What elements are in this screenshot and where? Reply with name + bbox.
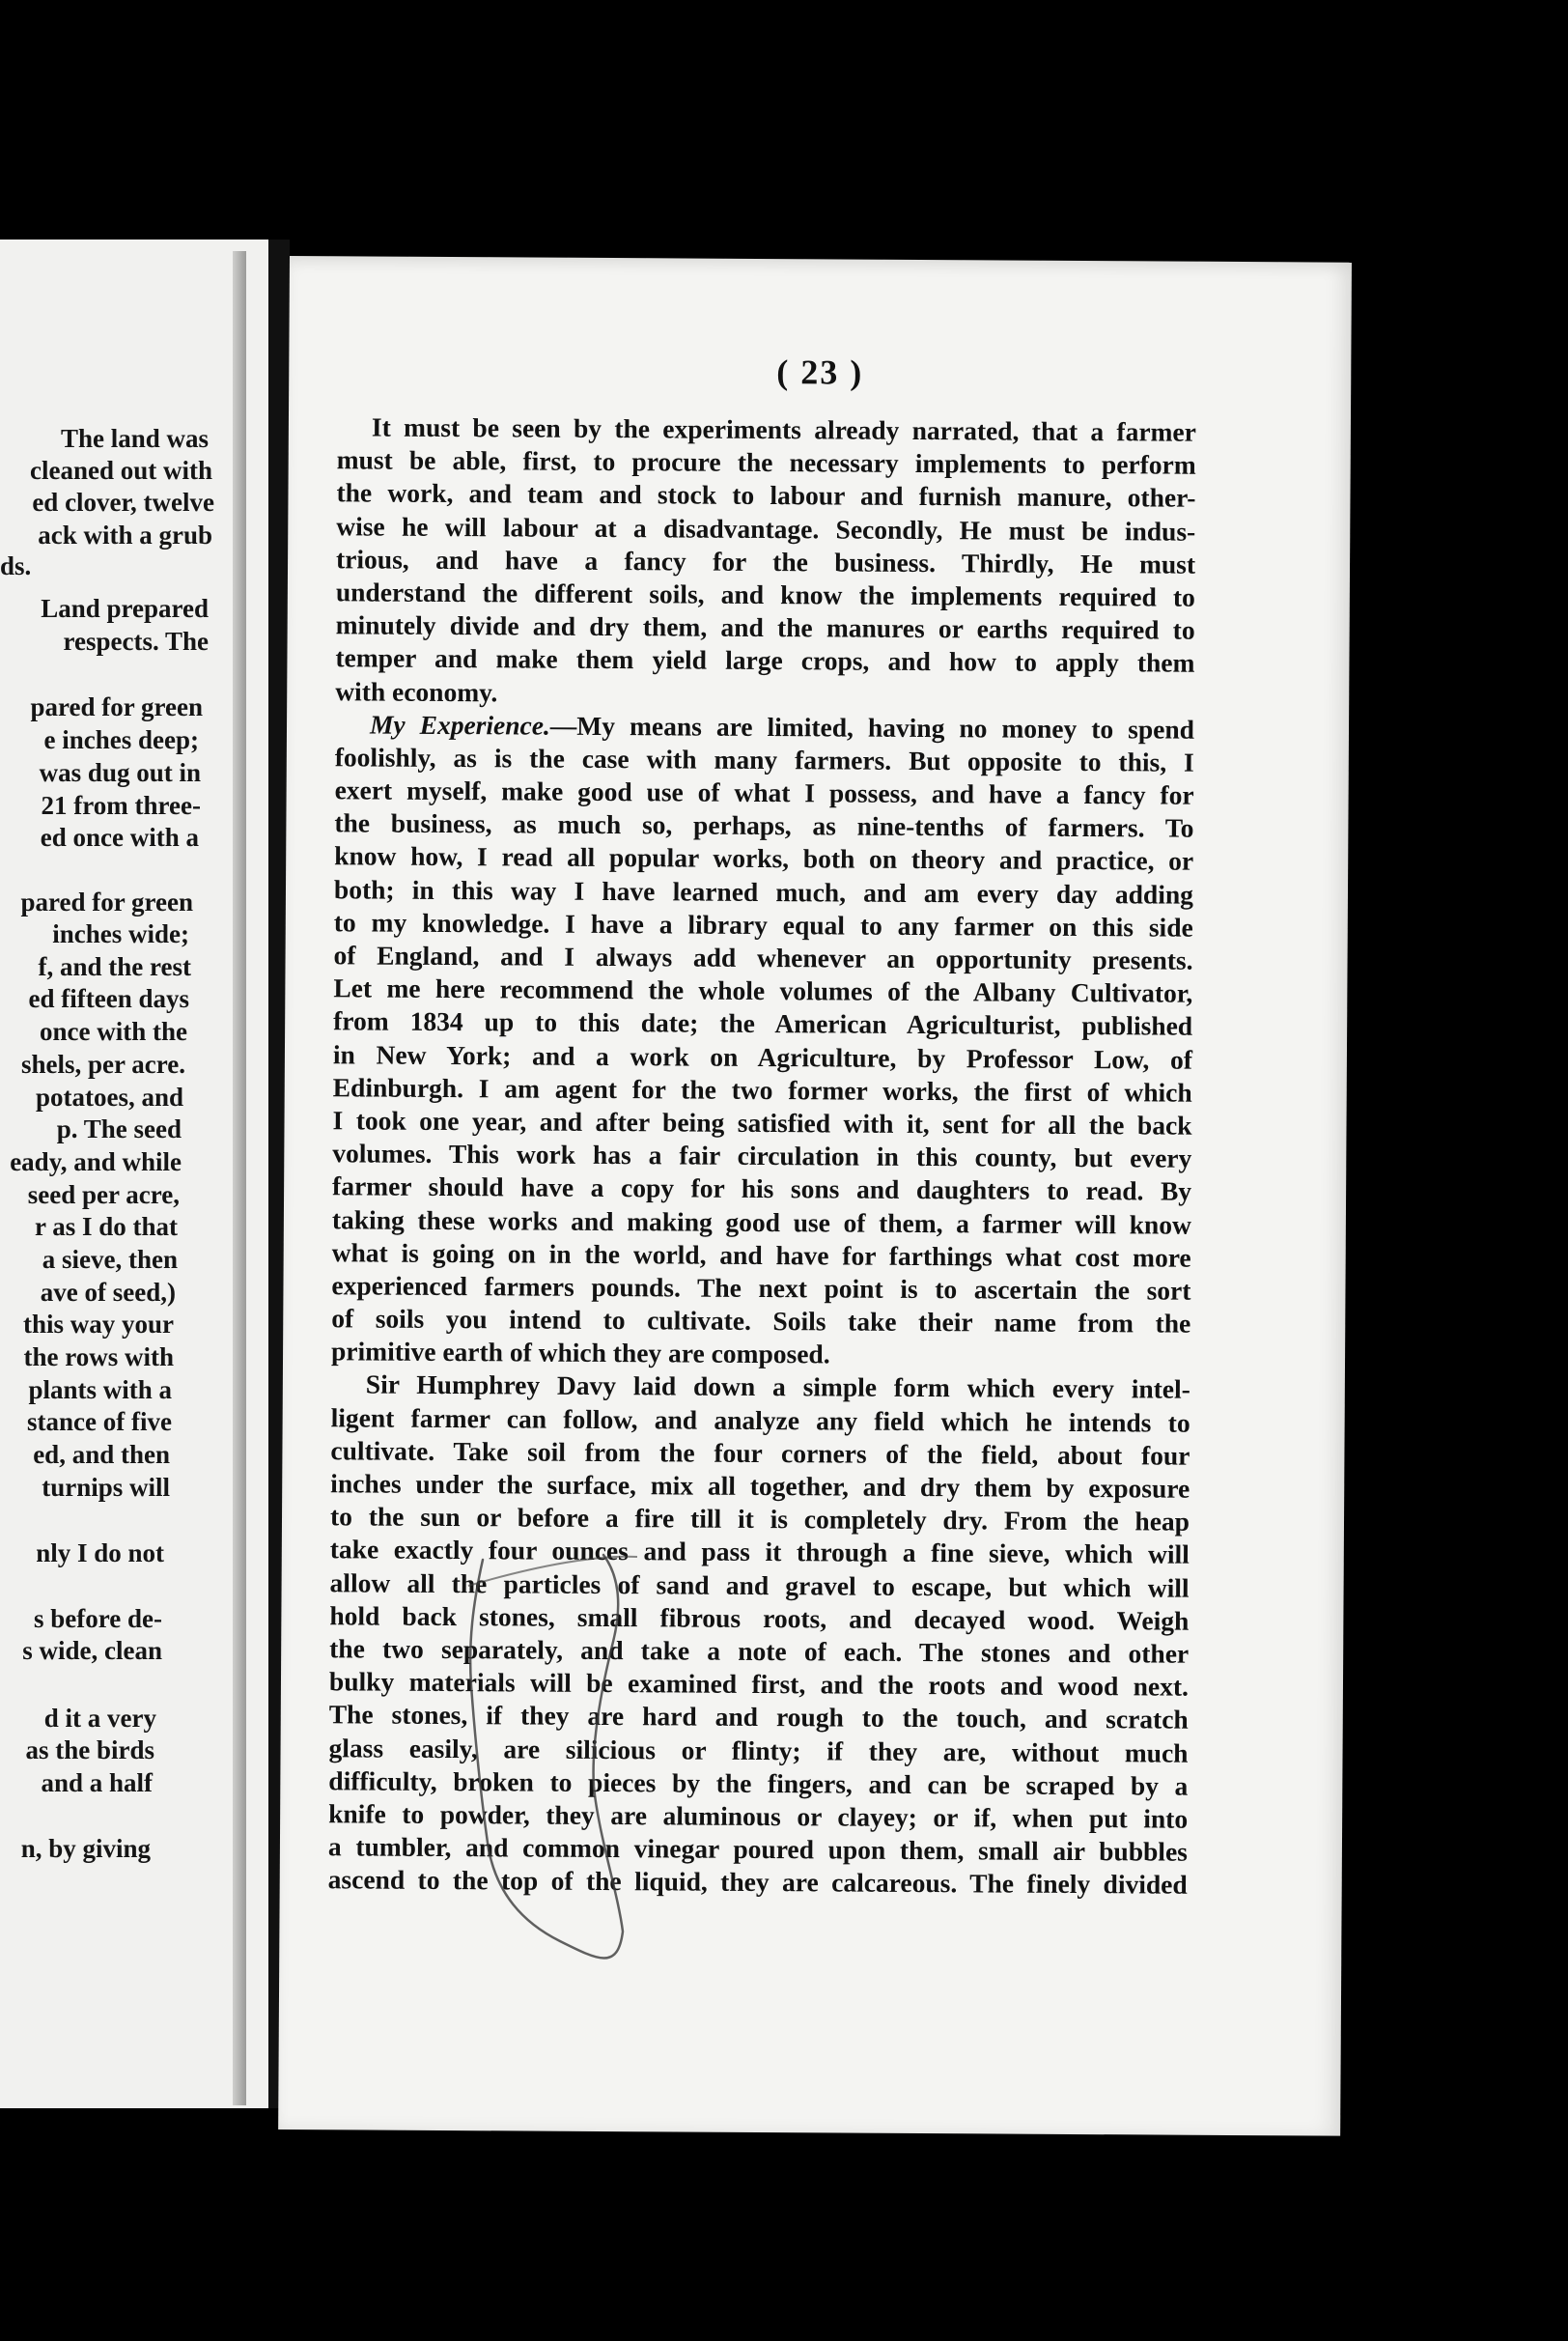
text-line: understand the different soils, and know the implements required to (335, 577, 1195, 612)
text-line: difficulty, broken to pieces by the fingers, and can be scraped by a (328, 1764, 1189, 1801)
left-line: d it a very (43, 1704, 156, 1733)
section-heading: My Experience. (369, 709, 550, 741)
left-line: eady, and while (10, 1147, 182, 1176)
text-line: the two separately, and take a note of each. The stones and other (329, 1633, 1190, 1669)
text-line: a tumbler, and common vinegar poured upon them, small air bubbles (327, 1831, 1189, 1867)
left-line: seed per acre, (27, 1180, 180, 1209)
text-line: Let me here recommend the whole volumes of the Albany Cultivator, (333, 973, 1193, 1008)
left-line: cleaned out with (30, 456, 212, 485)
text-line-rest: —My means are limited, having no money to spend (549, 710, 1195, 745)
left-line: turnips will (42, 1473, 170, 1502)
left-line: ave of seed,) (40, 1278, 176, 1307)
text-line: cultivate. Take soil from the four corners of the field, about four (330, 1435, 1190, 1471)
left-line: shels, per acre. (21, 1050, 185, 1079)
text-line: allow all the particles of sand and gravel to escape, but which will (329, 1566, 1190, 1603)
text-line: glass easily, are silicious or flinty; if they are, without much (328, 1732, 1189, 1768)
text-line: bulky materials will be examined first, and the roots and wood next. (328, 1666, 1190, 1702)
text-line: the work, and team and stock to labour and furnish manure, other- (336, 477, 1196, 514)
text-line: experienced farmers pounds. The next point is to ascertain the sort (331, 1270, 1191, 1306)
left-line: s before de- (34, 1604, 162, 1633)
text-line: taking these works and making good use of them, a farmer will know (331, 1203, 1191, 1240)
text-line: volumes. This work has a fair circulation in this county, but every (332, 1138, 1192, 1173)
left-line: stance of five (27, 1407, 172, 1436)
left-line: ed clover, twelve (32, 488, 214, 517)
left-line: once with the (40, 1017, 187, 1046)
left-line: plants with a (28, 1375, 172, 1404)
text-line: hold back stones, small fibrous roots, and decayed wood. Weigh (329, 1600, 1190, 1636)
left-line: The land was (60, 424, 209, 453)
left-line: and a half (41, 1768, 153, 1797)
text-line: The stones, if they are hard and rough to the touch, and scratch (328, 1699, 1189, 1735)
left-line: was dug out in (39, 758, 201, 787)
text-line: It must be seen by the experiments already narrated, that a farmer (371, 411, 1196, 447)
left-line: f, and the rest (38, 952, 191, 981)
text-line: inches under the surface, mix all together, and dry them by exposure (330, 1468, 1190, 1504)
text-line: ligent farmer can follow, and analyze any field which he intends to (330, 1401, 1190, 1438)
body-text (328, 410, 1196, 1902)
left-line: this way your (22, 1310, 174, 1339)
left-line: r as I do that (34, 1212, 178, 1241)
page-number: ( 23 ) (776, 353, 864, 392)
left-line: as the birds (25, 1735, 154, 1764)
text-line: in New York; and a work on Agriculture, by Professor Low, of (332, 1038, 1193, 1075)
left-line: ds. (0, 551, 32, 580)
text-line: trious, and have a fancy for the business. Thirdly, He must (335, 544, 1196, 579)
text-line: what is going on in the world, and have for farthings what cost more (331, 1236, 1191, 1273)
left-line: the rows with (23, 1342, 174, 1371)
text-line: with economy. (335, 675, 498, 707)
left-line: inches wide; (52, 919, 189, 948)
text-line: farmer should have a copy for his sons and daughters to read. By (332, 1170, 1192, 1207)
left-line: ed once with a (40, 823, 199, 852)
main-page (278, 256, 1352, 2136)
text-line: the business, as much so, perhaps, as nine-tenths of farmers. To (334, 807, 1194, 843)
left-line: potatoes, and (35, 1083, 183, 1112)
text-line: I took one year, and after being satisfied with it, sent for all the back (332, 1105, 1192, 1141)
left-line: ed fifteen days (28, 984, 189, 1013)
text-line: must be able, first, to procure the necessary implements to perform (336, 444, 1196, 480)
left-line: pared for green (20, 888, 193, 917)
text-line: to the sun or before a fire till it is completely dry. From the heap (329, 1501, 1190, 1537)
left-line: ed, and then (33, 1440, 170, 1469)
text-line: know how, I read all popular works, both on theory and practice, or (334, 840, 1194, 877)
left-line: p. The seed (56, 1114, 182, 1143)
left-line: n, by giving (20, 1834, 151, 1863)
text-line: Sir Humphrey Davy laid down a simple form which every intel- (365, 1368, 1190, 1405)
left-page-fragment (0, 240, 268, 2108)
left-line: a sieve, then (42, 1245, 178, 1274)
left-line: Land prepared (41, 594, 209, 623)
left-line: ack with a grub (38, 521, 212, 550)
text-line: take exactly four ounces and pass it through a fine sieve, which will (329, 1534, 1190, 1570)
text-line: from 1834 up to this date; the American Agriculturist, published (333, 1005, 1193, 1042)
text-line: wise he will labour at a disadvantage. Secondly, He must be indus- (336, 510, 1196, 547)
left-line: nly I do not (36, 1538, 164, 1567)
text-line: temper and make them yield large crops, and how to apply them (335, 642, 1195, 679)
text-line: of England, and I always add whenever an opportunity presents. (333, 940, 1193, 975)
text-line: primitive earth of which they are composed. (330, 1336, 830, 1369)
text-line: ascend to the top of the liquid, they are calcareous. The finely divided (327, 1864, 1188, 1900)
text-line (335, 708, 1194, 747)
text-line: to my knowledge. I have a library equal to any farmer on this side (333, 907, 1193, 943)
left-line: 21 from three- (41, 791, 201, 820)
left-line: s wide, clean (22, 1636, 162, 1665)
text-line: foolishly, as is the case with many farmers. But opposite to this, I (334, 742, 1194, 777)
text-line: exert myself, make good use of what I possess, and have a fancy for (334, 775, 1194, 810)
left-line: pared for green (30, 692, 203, 721)
text-line: knife to powder, they are aluminous or clayey; or if, when put into (328, 1798, 1189, 1834)
left-line: respects. The (63, 627, 209, 656)
text-line: Edinburgh. I am agent for the two former works, the first of which (332, 1072, 1192, 1108)
text-line: minutely divide and dry them, and the manures or earths required to (335, 609, 1195, 645)
text-line: both; in this way I have learned much, and am every day adding (333, 873, 1194, 910)
text-line: of soils you intend to cultivate. Soils take their name from the (331, 1303, 1191, 1339)
page-edge-shadow (233, 251, 246, 2105)
left-line: e inches deep; (43, 725, 199, 754)
